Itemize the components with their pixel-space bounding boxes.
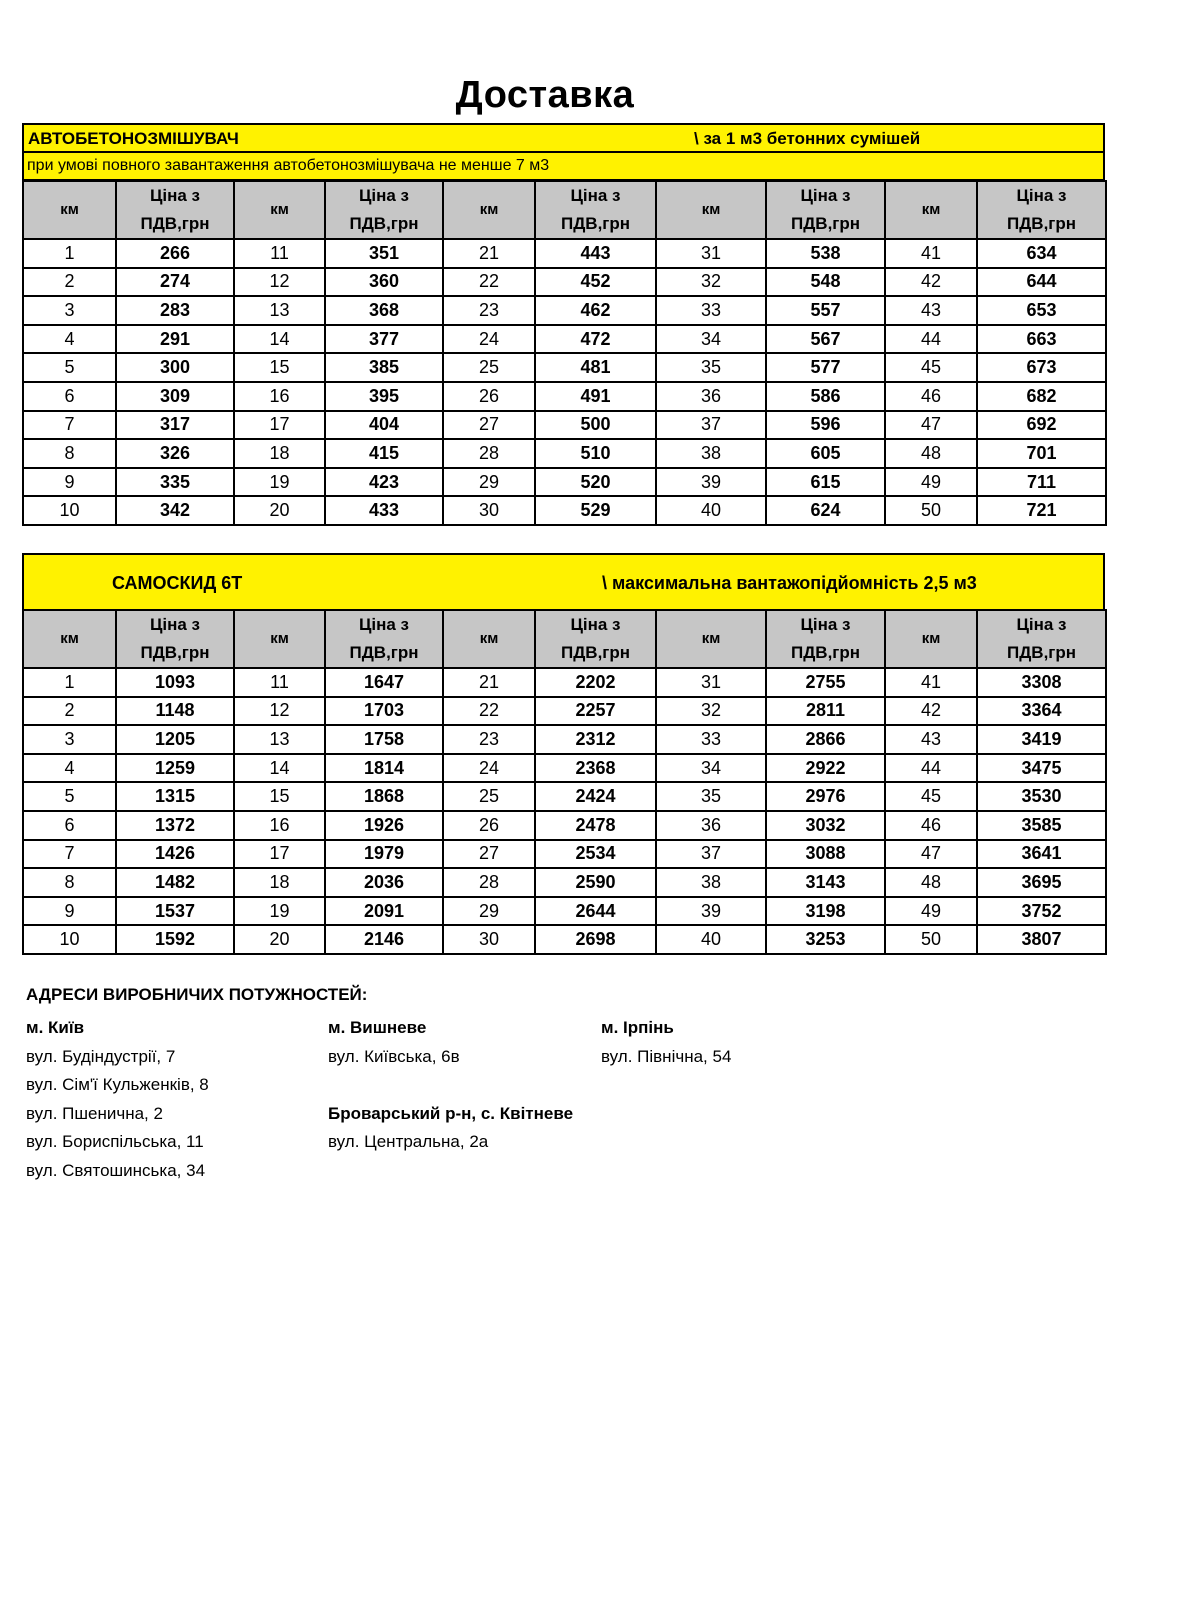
price-cell: 342 [116, 496, 234, 525]
table-row [23, 325, 1106, 354]
price-cell: 300 [116, 353, 234, 382]
km-cell: 12 [234, 268, 325, 297]
price-cell: 1259 [116, 754, 234, 783]
price-cell: 433 [325, 496, 443, 525]
km-cell: 24 [443, 754, 535, 783]
km-column-header: км [234, 610, 325, 668]
dump-section [22, 553, 1105, 955]
km-cell: 37 [656, 840, 766, 869]
km-cell: 47 [885, 840, 977, 869]
price-cell: 3807 [977, 925, 1106, 954]
price-column-header [535, 610, 656, 668]
km-cell: 11 [234, 239, 325, 268]
table-row [23, 897, 1106, 926]
km-cell: 25 [443, 782, 535, 811]
km-cell: 18 [234, 868, 325, 897]
km-cell: 39 [656, 897, 766, 926]
dump-name: САМОСКИД 6Т [112, 573, 243, 593]
km-cell: 26 [443, 382, 535, 411]
table-row [23, 840, 1106, 869]
price-header-line2: ПДВ,грн [140, 214, 210, 233]
price-cell: 663 [977, 325, 1106, 354]
km-cell: 24 [443, 325, 535, 354]
km-cell: 33 [656, 725, 766, 754]
price-cell: 2922 [766, 754, 885, 783]
price-header-line2: ПДВ,грн [560, 214, 631, 233]
price-header-line2: ПДВ,грн [1006, 643, 1077, 662]
table-row [23, 754, 1106, 783]
km-cell: 9 [23, 468, 116, 497]
price-cell: 1315 [116, 782, 234, 811]
price-cell: 266 [116, 239, 234, 268]
price-cell: 1703 [325, 697, 443, 726]
table-row [23, 811, 1106, 840]
km-column-header: км [656, 181, 766, 239]
price-cell: 395 [325, 382, 443, 411]
km-cell: 17 [234, 840, 325, 869]
km-cell: 35 [656, 353, 766, 382]
price-cell: 2202 [535, 668, 656, 697]
km-column-header: км [656, 610, 766, 668]
price-cell: 615 [766, 468, 885, 497]
price-cell: 423 [325, 468, 443, 497]
price-cell: 711 [977, 468, 1106, 497]
price-cell: 2534 [535, 840, 656, 869]
price-cell: 472 [535, 325, 656, 354]
km-cell: 20 [234, 496, 325, 525]
price-cell: 3419 [977, 725, 1106, 754]
km-cell: 29 [443, 897, 535, 926]
price-cell: 377 [325, 325, 443, 354]
price-cell: 335 [116, 468, 234, 497]
km-cell: 42 [885, 697, 977, 726]
dump-price-table [22, 609, 1107, 955]
price-cell: 1537 [116, 897, 234, 926]
km-cell: 13 [234, 296, 325, 325]
price-cell: 3752 [977, 897, 1106, 926]
price-cell: 1426 [116, 840, 234, 869]
price-header-line1: Ціна з [1016, 615, 1067, 634]
price-cell: 2976 [766, 782, 885, 811]
km-column-header: км [443, 610, 535, 668]
price-cell: 557 [766, 296, 885, 325]
mixer-section [22, 123, 1105, 526]
km-cell: 6 [23, 382, 116, 411]
table-row [23, 697, 1106, 726]
address-line: вул. Центральна, 2а [328, 1132, 489, 1152]
km-cell: 50 [885, 496, 977, 525]
km-cell: 39 [656, 468, 766, 497]
price-cell: 274 [116, 268, 234, 297]
price-cell: 1979 [325, 840, 443, 869]
price-cell: 2590 [535, 868, 656, 897]
km-cell: 36 [656, 382, 766, 411]
km-cell: 9 [23, 897, 116, 926]
km-cell: 26 [443, 811, 535, 840]
km-cell: 20 [234, 925, 325, 954]
price-cell: 404 [325, 411, 443, 440]
km-cell: 46 [885, 382, 977, 411]
price-cell: 3364 [977, 697, 1106, 726]
km-cell: 12 [234, 697, 325, 726]
price-cell: 326 [116, 439, 234, 468]
price-cell: 2698 [535, 925, 656, 954]
table-row [23, 925, 1106, 954]
address-column-middle [328, 1014, 573, 1157]
price-cell: 653 [977, 296, 1106, 325]
address-column-kyiv [26, 1014, 209, 1186]
address-line: вул. Київська, 6в [328, 1046, 460, 1066]
price-cell: 721 [977, 496, 1106, 525]
price-cell: 510 [535, 439, 656, 468]
address-line: вул. Пшенична, 2 [26, 1103, 163, 1123]
km-cell: 43 [885, 296, 977, 325]
km-cell: 48 [885, 439, 977, 468]
km-cell: 16 [234, 811, 325, 840]
mixer-header [22, 123, 1105, 153]
km-cell: 29 [443, 468, 535, 497]
price-cell: 1926 [325, 811, 443, 840]
price-cell: 385 [325, 353, 443, 382]
km-cell: 11 [234, 668, 325, 697]
table-row [23, 782, 1106, 811]
price-cell: 481 [535, 353, 656, 382]
km-cell: 41 [885, 668, 977, 697]
price-cell: 701 [977, 439, 1106, 468]
km-cell: 40 [656, 496, 766, 525]
km-cell: 13 [234, 725, 325, 754]
price-cell: 500 [535, 411, 656, 440]
km-cell: 34 [656, 325, 766, 354]
km-cell: 28 [443, 439, 535, 468]
price-cell: 351 [325, 239, 443, 268]
km-cell: 4 [23, 325, 116, 354]
price-cell: 2312 [535, 725, 656, 754]
km-cell: 48 [885, 868, 977, 897]
price-cell: 548 [766, 268, 885, 297]
price-cell: 634 [977, 239, 1106, 268]
price-cell: 1868 [325, 782, 443, 811]
km-cell: 44 [885, 754, 977, 783]
dump-note: \ максимальна вантажопідйомність 2,5 м3 [602, 573, 977, 593]
price-cell: 462 [535, 296, 656, 325]
price-header-line1: Ціна з [800, 615, 851, 634]
km-cell: 31 [656, 239, 766, 268]
km-cell: 8 [23, 868, 116, 897]
price-column-header [116, 610, 234, 668]
price-header-line2: ПДВ,грн [790, 214, 861, 233]
price-cell: 415 [325, 439, 443, 468]
price-column-header [766, 610, 885, 668]
price-cell: 596 [766, 411, 885, 440]
address-column-irpin [601, 1014, 731, 1071]
table-row [23, 496, 1106, 525]
km-cell: 37 [656, 411, 766, 440]
address-line: вул. Сім'ї Кульженків, 8 [26, 1075, 209, 1095]
price-header-line2: ПДВ,грн [1006, 214, 1077, 233]
km-cell: 23 [443, 725, 535, 754]
km-cell: 32 [656, 697, 766, 726]
price-column-header [977, 610, 1106, 668]
price-header-line1: Ціна з [1016, 186, 1067, 205]
price-cell: 682 [977, 382, 1106, 411]
km-cell: 30 [443, 496, 535, 525]
km-cell: 41 [885, 239, 977, 268]
km-cell: 49 [885, 897, 977, 926]
price-cell: 2644 [535, 897, 656, 926]
km-cell: 10 [23, 925, 116, 954]
km-cell: 31 [656, 668, 766, 697]
price-column-header [535, 181, 656, 239]
km-cell: 19 [234, 897, 325, 926]
price-header-line2: ПДВ,грн [140, 643, 210, 662]
price-cell: 1372 [116, 811, 234, 840]
price-column-header [766, 181, 885, 239]
km-cell: 2 [23, 268, 116, 297]
km-cell: 50 [885, 925, 977, 954]
price-cell: 1482 [116, 868, 234, 897]
km-column-header: км [443, 181, 535, 239]
table-row [23, 382, 1106, 411]
price-cell: 3641 [977, 840, 1106, 869]
price-cell: 1758 [325, 725, 443, 754]
price-cell: 3088 [766, 840, 885, 869]
address-line: вул. Святошинська, 34 [26, 1160, 206, 1180]
km-cell: 5 [23, 782, 116, 811]
price-column-header [325, 610, 443, 668]
address-line: вул. Бориспільська, 11 [26, 1132, 204, 1152]
km-cell: 45 [885, 782, 977, 811]
km-column-header: км [23, 610, 116, 668]
price-header-line1: Ціна з [570, 186, 621, 205]
price-cell: 1093 [116, 668, 234, 697]
table-row [23, 239, 1106, 268]
km-cell: 19 [234, 468, 325, 497]
price-cell: 2091 [325, 897, 443, 926]
price-cell: 2755 [766, 668, 885, 697]
city-kyiv: м. Київ [26, 1018, 85, 1037]
km-cell: 27 [443, 411, 535, 440]
price-cell: 2478 [535, 811, 656, 840]
km-cell: 5 [23, 353, 116, 382]
km-cell: 38 [656, 439, 766, 468]
address-line: вул. Північна, 54 [601, 1046, 732, 1066]
mixer-condition: при умові повного завантаження автобетонозмішувача не менше 7 м3 [22, 153, 1105, 181]
price-cell: 692 [977, 411, 1106, 440]
price-cell: 283 [116, 296, 234, 325]
km-cell: 14 [234, 325, 325, 354]
km-cell: 3 [23, 296, 116, 325]
price-cell: 291 [116, 325, 234, 354]
city-irpin: м. Ірпінь [601, 1018, 674, 1037]
price-cell: 3143 [766, 868, 885, 897]
table-row [23, 868, 1106, 897]
mixer-price-table [22, 180, 1107, 526]
table-row [23, 296, 1106, 325]
km-cell: 1 [23, 239, 116, 268]
km-cell: 28 [443, 868, 535, 897]
price-cell: 1814 [325, 754, 443, 783]
km-cell: 15 [234, 353, 325, 382]
price-cell: 529 [535, 496, 656, 525]
table-row [23, 411, 1106, 440]
km-cell: 14 [234, 754, 325, 783]
price-cell: 3695 [977, 868, 1106, 897]
km-cell: 21 [443, 668, 535, 697]
price-cell: 1148 [116, 697, 234, 726]
page-title: Доставка [455, 74, 635, 116]
price-cell: 2424 [535, 782, 656, 811]
price-cell: 586 [766, 382, 885, 411]
price-cell: 520 [535, 468, 656, 497]
km-cell: 1 [23, 668, 116, 697]
price-cell: 1647 [325, 668, 443, 697]
km-cell: 46 [885, 811, 977, 840]
price-cell: 3308 [977, 668, 1106, 697]
table-row [23, 268, 1106, 297]
km-column-header: км [885, 610, 977, 668]
km-cell: 15 [234, 782, 325, 811]
price-cell: 2368 [535, 754, 656, 783]
km-cell: 4 [23, 754, 116, 783]
km-column-header: км [885, 181, 977, 239]
dump-header [22, 553, 1105, 611]
mixer-note: \ за 1 м3 бетонних сумішей [694, 129, 921, 148]
price-cell: 309 [116, 382, 234, 411]
price-cell: 2811 [766, 697, 885, 726]
price-cell: 2146 [325, 925, 443, 954]
km-cell: 32 [656, 268, 766, 297]
km-cell: 23 [443, 296, 535, 325]
address-line: вул. Будіндустрії, 7 [26, 1046, 176, 1066]
price-cell: 538 [766, 239, 885, 268]
price-cell: 577 [766, 353, 885, 382]
table-row [23, 668, 1106, 697]
km-cell: 10 [23, 496, 116, 525]
table-row [23, 439, 1106, 468]
mixer-name: АВТОБЕТОНОЗМІШУВАЧ [28, 129, 239, 148]
price-header-line1: Ціна з [570, 615, 621, 634]
km-cell: 7 [23, 840, 116, 869]
price-cell: 2257 [535, 697, 656, 726]
km-cell: 40 [656, 925, 766, 954]
price-header-line2: ПДВ,грн [349, 214, 419, 233]
table-row [23, 725, 1106, 754]
city-kvitneve: Броварський р-н, с. Квітневе [328, 1103, 574, 1123]
price-header-line2: ПДВ,грн [349, 643, 419, 662]
km-cell: 35 [656, 782, 766, 811]
km-cell: 8 [23, 439, 116, 468]
price-cell: 1592 [116, 925, 234, 954]
km-cell: 22 [443, 268, 535, 297]
km-cell: 38 [656, 868, 766, 897]
km-cell: 34 [656, 754, 766, 783]
km-cell: 33 [656, 296, 766, 325]
price-cell: 605 [766, 439, 885, 468]
km-cell: 42 [885, 268, 977, 297]
price-header-line1: Ціна з [800, 186, 851, 205]
km-cell: 22 [443, 697, 535, 726]
price-cell: 3475 [977, 754, 1106, 783]
price-cell: 3585 [977, 811, 1106, 840]
km-cell: 17 [234, 411, 325, 440]
km-cell: 45 [885, 353, 977, 382]
km-cell: 30 [443, 925, 535, 954]
table-row [23, 353, 1106, 382]
price-cell: 3253 [766, 925, 885, 954]
price-cell: 443 [535, 239, 656, 268]
price-cell: 673 [977, 353, 1106, 382]
price-cell: 1205 [116, 725, 234, 754]
km-cell: 18 [234, 439, 325, 468]
price-header-line1: Ціна з [149, 186, 201, 205]
city-vyshneve: м. Вишневе [328, 1018, 427, 1037]
addresses-heading: АДРЕСИ ВИРОБНИЧИХ ПОТУЖНОСТЕЙ: [26, 985, 368, 1004]
km-cell: 49 [885, 468, 977, 497]
price-header-line2: ПДВ,грн [560, 643, 631, 662]
price-cell: 491 [535, 382, 656, 411]
km-column-header: км [23, 181, 116, 239]
km-cell: 21 [443, 239, 535, 268]
price-cell: 360 [325, 268, 443, 297]
km-cell: 25 [443, 353, 535, 382]
price-cell: 3032 [766, 811, 885, 840]
km-cell: 3 [23, 725, 116, 754]
price-column-header [325, 181, 443, 239]
price-cell: 624 [766, 496, 885, 525]
km-cell: 16 [234, 382, 325, 411]
km-cell: 43 [885, 725, 977, 754]
km-cell: 6 [23, 811, 116, 840]
price-header-line1: Ціна з [149, 615, 201, 634]
price-header-line1: Ціна з [358, 615, 410, 634]
km-cell: 2 [23, 697, 116, 726]
km-cell: 27 [443, 840, 535, 869]
price-cell: 368 [325, 296, 443, 325]
price-column-header [977, 181, 1106, 239]
price-cell: 452 [535, 268, 656, 297]
price-cell: 567 [766, 325, 885, 354]
km-cell: 47 [885, 411, 977, 440]
price-column-header [116, 181, 234, 239]
price-cell: 2036 [325, 868, 443, 897]
price-cell: 2866 [766, 725, 885, 754]
price-cell: 3198 [766, 897, 885, 926]
km-cell: 36 [656, 811, 766, 840]
price-header-line2: ПДВ,грн [790, 643, 861, 662]
table-row [23, 468, 1106, 497]
km-cell: 7 [23, 411, 116, 440]
km-cell: 44 [885, 325, 977, 354]
price-cell: 317 [116, 411, 234, 440]
price-cell: 3530 [977, 782, 1106, 811]
price-cell: 644 [977, 268, 1106, 297]
price-header-line1: Ціна з [358, 186, 410, 205]
km-column-header: км [234, 181, 325, 239]
